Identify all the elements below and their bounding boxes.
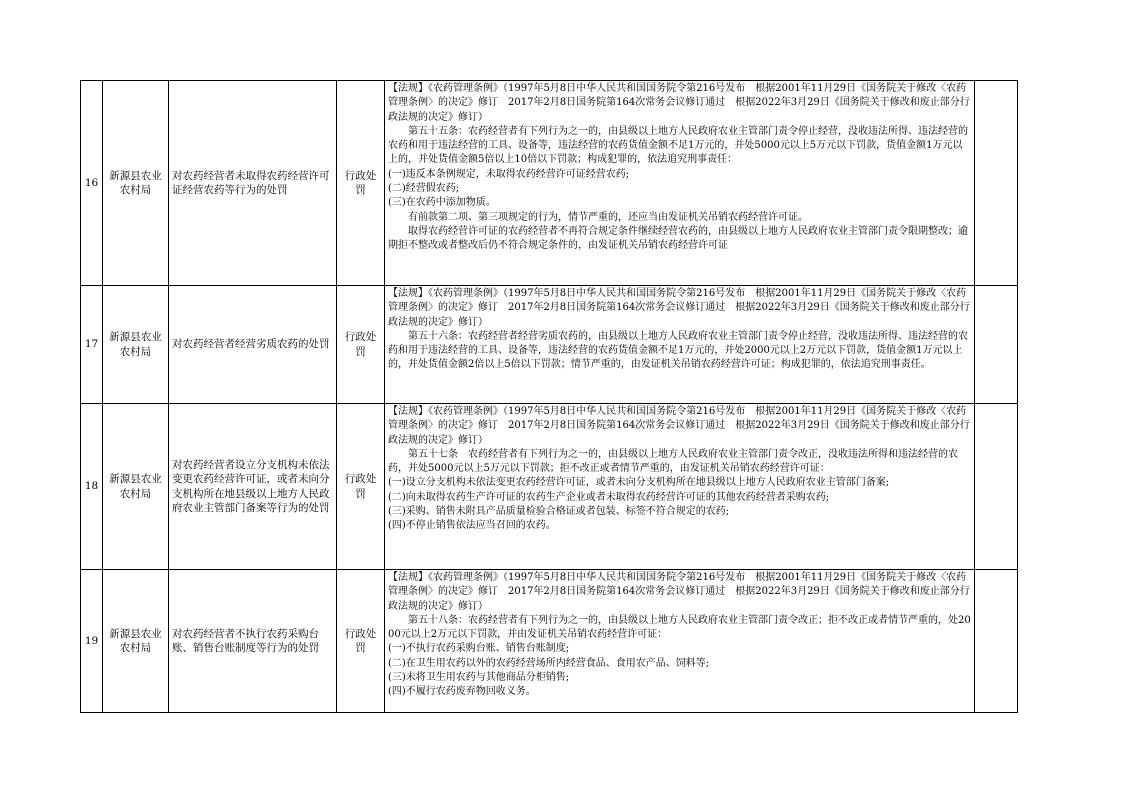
table-row bbox=[81, 81, 1018, 286]
basis-line: 有前款第二项、第三项规定的行为，情节严重的，还应当由发证机关吊销农药经营许可证。 bbox=[408, 211, 808, 223]
row-number: 18 bbox=[81, 404, 103, 570]
basis-line: 第五十八条：农药经营者有下列行为之一的，由县级以上地方人民政府农业主管部门责令改正；拒不改正或者情节严重的，处2000元以上2万元以下罚款，并由发证机关吊销农药经营许可证： bbox=[388, 614, 971, 641]
basis-line: (四)不履行农药废弃物回收义务。 bbox=[388, 686, 536, 698]
remarks-cell bbox=[975, 286, 1018, 404]
item-name-cell: 对农药经营者不执行农药采购台账、销售台账制度等行为的处罚 bbox=[169, 570, 337, 713]
basis-line: (二)在卫生用农药以外的农药经营场所内经营食品、食用农产品、饲料等; bbox=[388, 657, 710, 669]
remarks-cell bbox=[975, 404, 1018, 570]
row-number: 17 bbox=[81, 286, 103, 404]
department-cell: 新源县农业农村局 bbox=[103, 570, 169, 713]
basis-line: 【法规】《农药管理条例》（1997年5月8日中华人民共和国国务院令第216号发布 根据2001年11月29日《国务院关于修改〈农药管理条例〉的决定》修订 2017年2月8日国务院第164次常务会议修订通过 根据2022年3月29日《国务院关于修改和废止部分行政法规的决定》修订） bbox=[388, 572, 970, 612]
table-row bbox=[81, 286, 1018, 404]
item-name-cell: 对农药经营者经营劣质农药的处罚 bbox=[169, 286, 337, 404]
item-type-cell: 行政处罚 bbox=[337, 286, 385, 404]
legal-basis-cell bbox=[385, 286, 975, 404]
department-cell: 新源县农业农村局 bbox=[103, 286, 169, 404]
remarks-cell bbox=[975, 570, 1018, 713]
basis-line: (二)向未取得农药生产许可证的农药生产企业或者未取得农药经营许可证的其他农药经营者采购农药; bbox=[388, 491, 830, 503]
table-body bbox=[81, 81, 1018, 713]
item-type-cell: 行政处罚 bbox=[337, 81, 385, 286]
legal-basis-cell bbox=[385, 570, 975, 713]
basis-line: 【法规】《农药管理条例》（1997年5月8日中华人民共和国国务院令第216号发布 根据2001年11月29日《国务院关于修改〈农药管理条例〉的决定》修订 2017年2月8日国务院第164次常务会议修订通过 根据2022年3月29日《国务院关于修改和废止部分行政法规的决定》修订） bbox=[388, 288, 970, 328]
basis-line: (一)不执行农药采购台账、销售台账制度; bbox=[388, 643, 570, 655]
legal-basis-cell bbox=[385, 404, 975, 570]
department-cell: 新源县农业农村局 bbox=[103, 81, 169, 286]
table-row bbox=[81, 404, 1018, 570]
item-type-cell: 行政处罚 bbox=[337, 570, 385, 713]
basis-line: 第五十五条：农药经营者有下列行为之一的，由县级以上地方人民政府农业主管部门责令停止经营，没收违法所得、违法经营的农药和用于违法经营的工具、设备等，违法经营的农药货值金额不足1万元的，并处5000元以上5万元以下罚款，货值金额1万元以上的，并处货值金额5倍以上10倍以下罚款；构成犯罪的，依法追究刑事责任： bbox=[388, 125, 968, 166]
item-type-cell: 行政处罚 bbox=[337, 404, 385, 570]
basis-line: 取得农药经营许可证的农药经营者不再符合规定条件继续经营农药的，由县级以上地方人民政府农业主管部门责令限期整改；逾期拒不整改或者整改后仍不符合规定条件的，由发证机关吊销农药经营许可证 bbox=[388, 225, 968, 252]
basis-line: (三)未将卫生用农药与其他商品分柜销售; bbox=[388, 672, 570, 684]
row-number: 16 bbox=[81, 81, 103, 286]
basis-line: 【法规】《农药管理条例》（1997年5月8日中华人民共和国国务院令第216号发布 根据2001年11月29日《国务院关于修改〈农药管理条例〉的决定》修订 2017年2月8日国务院第164次常务会议修订通过 根据2022年3月29日《国务院关于修改和废止部分行政法规的决定》修订） bbox=[388, 406, 970, 446]
remarks-cell bbox=[975, 81, 1018, 286]
department-cell: 新源县农业农村局 bbox=[103, 404, 169, 570]
basis-line: (三)在农药中添加物质。 bbox=[388, 197, 496, 209]
basis-line: (一)违反本条例规定，未取得农药经营许可证经营农药; bbox=[388, 168, 630, 180]
penalty-table bbox=[80, 80, 1018, 713]
basis-line: 第五十六条：农药经营者经营劣质农药的，由县级以上地方人民政府农业主管部门责令停止经营，没收违法所得、违法经营的农药和用于违法经营的工具、设备等，违法经营的农药货值金额不足1万元的，并处2000元以上2万元以下罚款，货值金额1万元以上的，并处货值金额2倍以上5倍以下罚款；情节严重的，由发证机关吊销农药经营许可证；构成犯罪的，依法追究刑事责任。 bbox=[388, 330, 968, 371]
item-name-cell: 对农药经营者设立分支机构未依法变更农药经营许可证，或者未向分支机构所在地县级以上地方人民政府农业主管部门备案等行为的处罚 bbox=[169, 404, 337, 570]
basis-line: (二)经营假农药; bbox=[388, 183, 460, 195]
basis-line: (四)不停止销售依法应当召回的农药。 bbox=[388, 520, 556, 532]
basis-line: (三)采购、销售未附具产品质量检验合格证或者包装、标签不符合规定的农药; bbox=[388, 506, 730, 518]
legal-basis-cell bbox=[385, 81, 975, 286]
basis-line: 第五十七条 农药经营者有下列行为之一的，由县级以上地方人民政府农业主管部门责令改正，没收违法所得和违法经营的农药，并处5000元以上5万元以下罚款；拒不改正或者情节严重的，由发证机关吊销农药经营许可证： bbox=[388, 448, 958, 475]
item-name-cell: 对农药经营者未取得农药经营许可证经营农药等行为的处罚 bbox=[169, 81, 337, 286]
basis-line: 【法规】《农药管理条例》（1997年5月8日中华人民共和国国务院令第216号发布 根据2001年11月29日《国务院关于修改〈农药管理条例〉的决定》修订 2017年2月8日国务院第164次常务会议修订通过 根据2022年3月29日《国务院关于修改和废止部分行政法规的决定》修订） bbox=[388, 83, 970, 123]
row-number: 19 bbox=[81, 570, 103, 713]
table-row bbox=[81, 570, 1018, 713]
basis-line: (一)设立分支机构未依法变更农药经营许可证，或者未向分支机构所在地县级以上地方人民政府农业主管部门备案; bbox=[388, 477, 890, 489]
